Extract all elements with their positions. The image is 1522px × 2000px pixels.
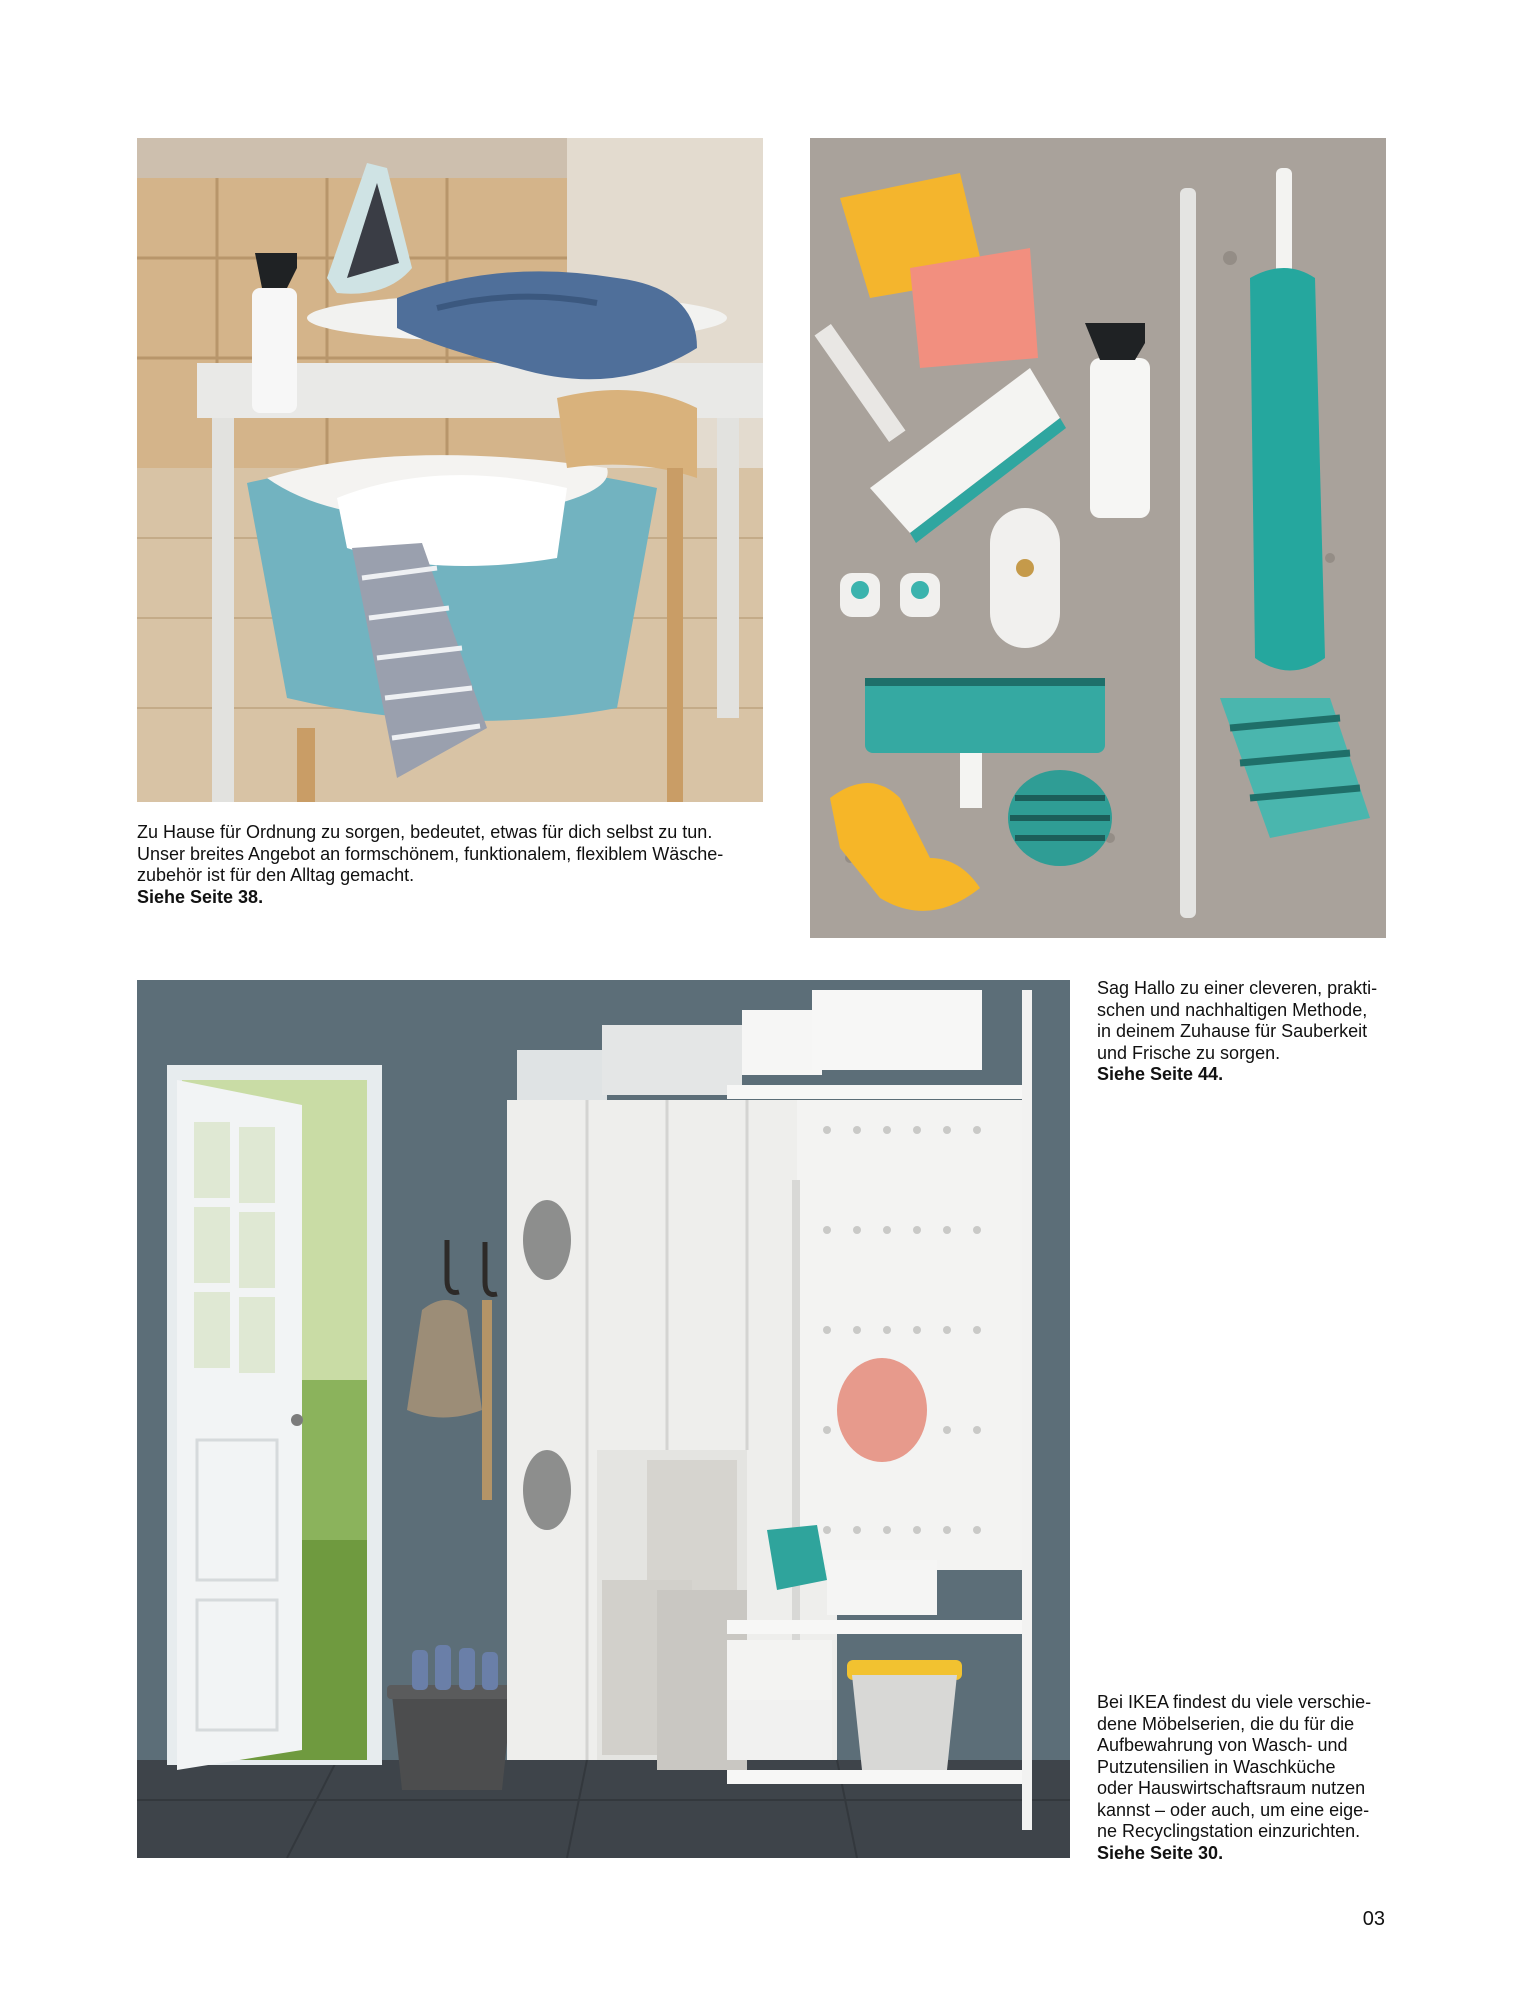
cleaning-caption — [1097, 978, 1397, 1086]
storage-caption — [1097, 1692, 1397, 1864]
caption-line: kannst – oder auch, um eine eige- — [1097, 1799, 1370, 1820]
caption-line: Zu Hause für Ordnung zu sorgen, bedeutet, etwas für dich selbst zu tun. — [137, 822, 713, 842]
caption-line: Putzutensilien in Waschküche — [1097, 1756, 1336, 1777]
caption-line: ne Recyclingstation einzurichten. — [1097, 1821, 1361, 1841]
caption-line: schen und nachhaltigen Methode, — [1097, 999, 1368, 1020]
caption-line: Aufbewahrung von Wasch- und — [1097, 1735, 1348, 1755]
caption-line: dene Möbelserien, die du für die — [1097, 1713, 1355, 1734]
page-reference: Siehe Seite 38. — [137, 886, 264, 907]
caption-line: Unser breites Angebot an formschönem, funktionalem, flexiblem Wäsche- — [137, 843, 724, 864]
caption-line: in deinem Zuhause für Sauberkeit — [1097, 1021, 1368, 1041]
page-reference: Siehe Seite 44. — [1097, 1064, 1224, 1084]
caption-line: zubehör ist für den Alltag gemacht. — [137, 865, 415, 885]
caption-line: Sag Hallo zu einer cleveren, prakti- — [1097, 978, 1378, 998]
laundry-photo — [137, 138, 763, 802]
utility-room-photo — [137, 980, 1070, 1858]
caption-line: Bei IKEA findest du viele verschie- — [1097, 1692, 1372, 1712]
cleaning-tools-photo — [810, 138, 1386, 938]
laundry-caption — [137, 822, 777, 908]
caption-line: und Frische zu sorgen. — [1097, 1042, 1281, 1063]
page-reference: Siehe Seite 30. — [1097, 1842, 1224, 1863]
caption-line: oder Hauswirtschaftsraum nutzen — [1097, 1778, 1366, 1798]
page-number: 03 — [1362, 1908, 1385, 1930]
